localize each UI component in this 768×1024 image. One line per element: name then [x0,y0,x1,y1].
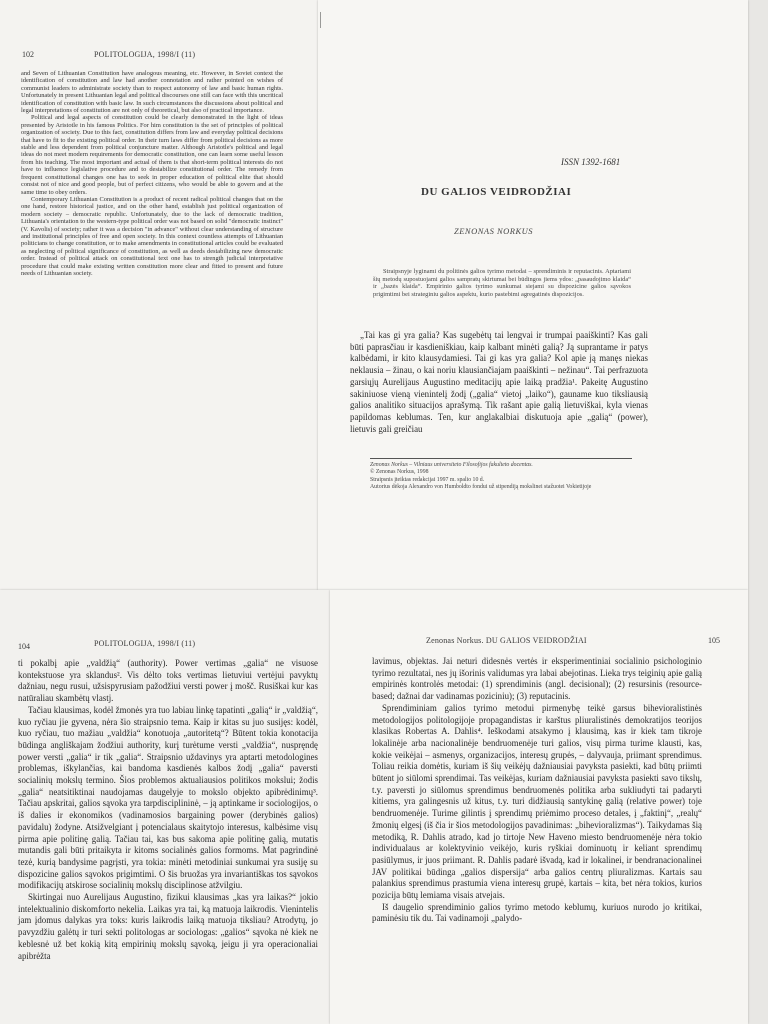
page-104 [0,590,330,1024]
paragraph: „Tai kas gi yra galia? Kas sugebėtų tai lengvai ir trumpai paaiškinti? Kas gali būti paprasčiau ir kasdieniškiau, kaip kalbant minėti galią? Ją suprantame ir patys kalbėdami, ir kito klausydamiesi. Tai gi kas yra galia? Kol apie ją manęs niekas neklausia – žinau, o kai noriu klausiančiajam paaiškinti – nežinau“. Tai perfrazuota garsiųjų Aurelijaus Augustino meditacijų apie laiką pradžia¹. Pakeitę Augustino sakiniuose vieną vienintelį žodį („galia“ vietoj „laiko“), gauname kuo tiksliausią galios analitiko situacijos aprašymą. Tik rašant apie galią lietuviškai, kyla vienas papildomas keblumas. Ten, kur anglakalbiai diskutuoja apie „galią“ (power), lietuvis gali greičiau [350,330,648,434]
page-103 [318,0,748,590]
paragraph: Skirtingai nuo Aurelijaus Augustino, fizikui klausimas „kas yra laikas?“ jokio intelektualinio diskomforto nekelia. Laikas yra tai, ką matuoja laikrodis. Vienintelis jam įdomus dalykas yra toks: kuris laikrodis laiką matuoja tiksliau? Atrodytų, jo pavyzdžiu galėtų ir turi sekti politologas ar sociologas: „galios“ sąvoka nė kiek ne keblesnė už bet kokią kitą empirinių mokslų sąvoką, jeigu ji yra operacionaliai apibrėžta [18,892,318,961]
running-head: POLITOLOGIJA, 1998/I (11) [94,639,196,648]
body-text [21,70,283,277]
footnote: Zenonas Norkus – Vilniaus universiteto Filosofijos fakulteto docentas. [370,462,533,468]
paragraph: ti pokalbį apie „valdžią“ (authority). Power vertimas „galia“ ne visuose kontekstuose yra sklandus². Vis dėlto toks vertimas lietuviui vertėjui pavyktų dažniau, negu rusui, užsispyrusiam pažodžiui versti power į mošč. Rusiškai kur kas natūraliau skambėtų vlastj. [18,658,318,704]
footnote: Autorius dėkoja Alexandro von Humboldto fondui už stipendiją mokslinei stažuotei Vokietijoje [370,484,592,491]
article-author: ZENONAS NORKUS [454,226,534,236]
paragraph: Sprendiminiam galios tyrimo metodui pirmenybę teikė garsus bihevioralistinės metodologijos politologijoje propagandistas ir karštus pliuralistinės demokratijos teorijos klasikas Robertas A. Dahlis⁴. Ieškodami atsakymo į klausimą, kas ir kiek tam tikroje lokalinėje arba nacionalinėje bendruomenėje turi galios, visų pirma turime klausti, kas, kokie veikėjai – asmenys, organizacijos, interesų grupės, – dalyvauja, priimant sprendimus. Toliau reikia domėtis, kuriam iš šių veikėjų dažniausiai pavyksta pasiekti, kad būtų priimti būtent jo siūlomi sprendimai. Tas veikėjas, kuriam dažniausiai pavyksta pasiekti savo tikslų, t.y. paversti jo siūlomus sprendimus bendruomenės politika arba sukliudyti tai padaryti kitiems, yra galingesnis už kitus, t.y. turi didžiausią santykinę galią (relative power) toje bendruomenėje. Turime gilintis į sprendimų priėmimo proceso detales, į „faktinį“, „realų“ žmonių elgesį (iš čia ir šios metodologijos pavadinimas: „bihevioralizmas“). Taikydamas šią metodiką, R. Dahlis atrado, kad jo tirtoje New Haveno miesto bendruomenėje nėra tokio individualaus ar kolektyvinio veikėjo, kuris ryškiai dominuotų ir keliant sprendimų pasiūlymus, ir juos priimant. R. Dahlis padarė išvadą, kad ir lokalinei, ir bendranacionalinei JAV politikai būdinga „galios dispersija“ arba galios centrų pliuralizmas. Kartais sau palankius sprendimus prastumia viena interesų grupė, kartais – kita, bet nėra tokios, kurios pozicija būtų lemiama visais atvejais. [372,702,702,901]
running-head: POLITOLOGIJA, 1998/I (11) [94,50,196,59]
footnote-rule [370,458,632,459]
body-text [372,656,702,925]
footnotes [370,462,640,492]
running-head: Zenonas Norkus. DU GALIOS VEIDRODŽIAI [426,636,587,645]
body-text [18,658,318,962]
issn: ISSN 1392-1681 [561,157,621,167]
body-text [350,330,648,435]
page-number: 102 [22,50,34,59]
footnote: © Zenonas Norkus, 1998 [370,469,429,476]
paragraph: Political and legal aspects of constitution could be clearly demonstrated in the light of ideas presented by Aristotle in his famous Politics. For him constitution is the set of principles of political organization of society. Due to this fact, constitution differs from law and everyday political decisions that have to fit to the existing political order. In their turn laws differ from political decisions as more stable and less dependent from political conjuncture matter. Although Aristotle's political and legal ideas do not meet modern requirements for democratic constitution, one can learn some useful lesson from his teaching. The most important and actual of them is that short-term political interests do not have to influence legislative procedure and to destabilize constitutional order. The remedy from frequent constitutional changes one has to seek in proper education of political elite that should consist not of nice and good people, but of perfect citizens, who would be able to govern and at the same time to obey orders. [21,114,283,196]
page-number: 104 [18,642,30,651]
paragraph: lavimus, objektas. Jai neturi didesnės vertės ir eksperimentiniai socialinio psichologinio tyrimo rezultatai, nes jų išorinis validumas yra labai abejotinas. Lieka trys teiginių apie galią empirinės kontrolės metodai: (1) sprendiminis (angl. decisional); (2) resursinis (resource-based; dažnai dar vadinamas poziciniu); (3) reputacinis. [372,656,702,702]
article-title: DU GALIOS VEIDRODŽIAI [421,186,572,198]
page-105 [330,590,748,1024]
page-edge-mark [320,12,321,28]
footnote: Straipsnis įteiktas redakcijai 1997 m. spalio 10 d. [370,476,485,483]
paragraph: Iš daugelio sprendiminio galios tyrimo metodo keblumų, kuriuos nurodo jo kritikai, paminėsiu tik du. Tai vadinamoji „palydo- [372,901,702,924]
paragraph: and Seven of Lithuanian Constitution have analogous meaning, etc. However, in Soviet context the identification of constitution and law had another connotation and rather pointed on wishes of communist leaders to administrate society than to respect autonomy of law and basic human rights. Unfortunately in present Lithuanian legal and political discourses one still can face with this uncritical identification of constitution with basic law. In such circumstances the discussions about political and legal interpretations of constitution are not only of theoretical, but also of practical importance. [21,70,283,115]
page-number: 105 [708,636,720,645]
paragraph: Contemporary Lithuanian Constitution is a product of recent radical political changes that on the one hand, restore historical justice, and on the other hand, establish just political organization of modern society – democratic republic. Unfortunately, due to the lack of democratic tradition, Lithuania's orientation to the western-type political order was not based on solid "democratic instinct" (V. Kavolis) of society; rather it was a decision "in advance" without clear understanding of structure and institutional principles of free and open society. In this context countless attempts of Lithuanian politicians to change constitution, or to make amendments in constitutional articles could be evaluated as neglecting of political significance of constitution, as well as deeds destabilizing new democratic order. Instead of political attack on constitutional text one has to strength judicial interpretative procedure that could make existing written constitution more clear and fitted to present and future needs of Lithuanian society. [21,195,283,277]
paragraph: Tačiau klausimas, kodėl žmonės yra tuo labiau linkę tapatinti „galią“ ir „valdžią“, kuo ryčiau jie gyvena, nėra šio straipsnio tema. Kaip ir kitas su juo susijęs: kodėl, kuo ryčiau, tuo mažiau „valdžia“ konotuoja „autoritetą“? Būtent tokia konotacija būdinga angliškajam žodžiui authority, kurį turėtume versti „valdžia“, nuspręndę power versti „galia“ ir tik „galia“. Straipsnio uždavinys yra aptarti metodologines problemas, iškylančias, kai bandoma kasdienės kalbos žodį „galia“ paversti socialinių mokslų termino. Šios problemos aktualiausios politikos mokslui; žodis „galia“ neatsitiktinai naudojamas daugelyje to mokslo objekto apibrėdinimų³. Tačiau apskritai, galios sąvoka yra tarpdisciplininė, – ją aptinkame ir sociologijos, o iš dalies ir ekonomikos (vadinamosios bargaining power (derybinės galios) pavidalu) žodyne. Atsižvelgiant į potencialaus skaitytojo interesus, kalbėsime visų pirma apie politinę galią. Tačiau tai, kas bus sakoma apie politinę galią, mutatis mutandis gali būti pritaikyta ir kitoms socialinės galios formoms. Mat pagrindinė tezė, kurią bandysime pagrįsti, yra tokia: minėti metodiniai sunkumai yra susiję su dispozicine galios sąvokos prigimtimi. O šis bruožas yra invariantiškas tos sąvokos modifikacijų atskirose socialinių mokslų disciplinose atžvilgiu. [18,704,318,891]
abstract: Straipsnyje lyginami du politinės galios tyrimo metodai – sprendiminis ir reputacinis. Aptariami šių metodų supostuojami galios sampratų skirtumai bei būdingos jiems ydos: „pasaudojimo klaida“ ir „bazės klaida“. Empirinio galios tyrimo sunkumai siejami su dispozicine galios sąvokos prigimtimi bei strateginiu galios aspektu, kurio pastebimi agregatinės dispozicijos. [373,268,631,298]
page-102 [0,0,318,590]
